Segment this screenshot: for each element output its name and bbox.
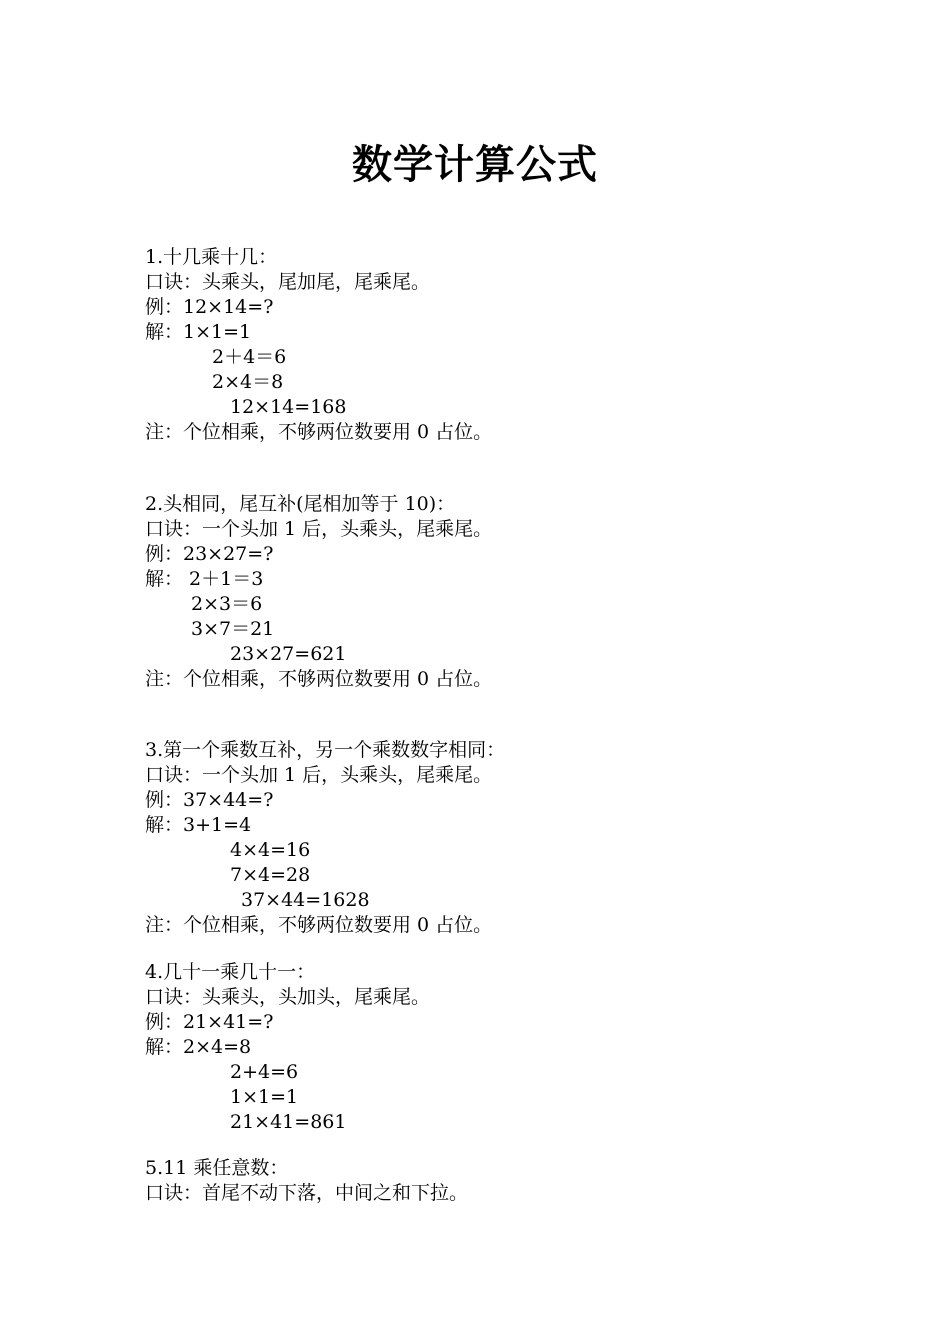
section-4-step-2: 2+4=6 — [230, 1061, 299, 1083]
section-1-step-3: 2×4＝8 — [212, 371, 284, 393]
section-2-note: 注：个位相乘，不够两位数要用 0 占位。 — [145, 668, 493, 690]
section-4-example: 例：21×41=? — [145, 1011, 274, 1033]
section-3-step-3: 7×4=28 — [230, 864, 311, 886]
section-5-rule: 口诀：首尾不动下落，中间之和下拉。 — [145, 1182, 469, 1204]
section-2-step-1: 解： 2＋1＝3 — [145, 568, 264, 590]
section-1-step-2: 2＋4＝6 — [212, 346, 287, 368]
section-3-note: 注：个位相乘，不够两位数要用 0 占位。 — [145, 914, 493, 936]
section-3-step-2: 4×4=16 — [230, 839, 311, 861]
section-4-rule: 口诀：头乘头，头加头，尾乘尾。 — [145, 986, 431, 1008]
section-2-rule: 口诀：一个头加 1 后，头乘头，尾乘尾。 — [145, 518, 493, 540]
section-1-heading: 1.十几乘十几： — [145, 246, 278, 268]
section-3-step-1: 解：3+1=4 — [145, 814, 252, 836]
section-3-rule: 口诀：一个头加 1 后，头乘头，尾乘尾。 — [145, 764, 493, 786]
section-3-result: 37×44=1628 — [241, 889, 370, 911]
section-3-example: 例：37×44=? — [145, 789, 274, 811]
section-2-example: 例：23×27=? — [145, 543, 274, 565]
section-2-result: 23×27=621 — [230, 643, 347, 665]
section-5-heading: 5.11 乘任意数： — [145, 1157, 289, 1179]
section-1-step-1: 解：1×1=1 — [145, 321, 252, 343]
section-4-step-3: 1×1=1 — [230, 1086, 299, 1108]
section-4-heading: 4.几十一乘几十一： — [145, 961, 316, 983]
section-4-result: 21×41=861 — [230, 1111, 347, 1133]
section-4-step-1: 解：2×4=8 — [145, 1036, 252, 1058]
section-1-rule: 口诀：头乘头，尾加尾，尾乘尾。 — [145, 271, 431, 293]
section-1-example: 例：12×14=? — [145, 296, 274, 318]
section-1-result: 12×14=168 — [230, 396, 347, 418]
section-3-heading: 3.第一个乘数互补，另一个乘数数字相同： — [145, 739, 506, 761]
section-2-step-3: 3×7＝21 — [191, 618, 275, 640]
section-2-step-2: 2×3＝6 — [191, 593, 263, 615]
page-title: 数学计算公式 — [352, 142, 598, 188]
section-2-heading: 2.头相同，尾互补(尾相加等于 10)： — [145, 493, 456, 515]
section-1-note: 注：个位相乘，不够两位数要用 0 占位。 — [145, 421, 493, 443]
